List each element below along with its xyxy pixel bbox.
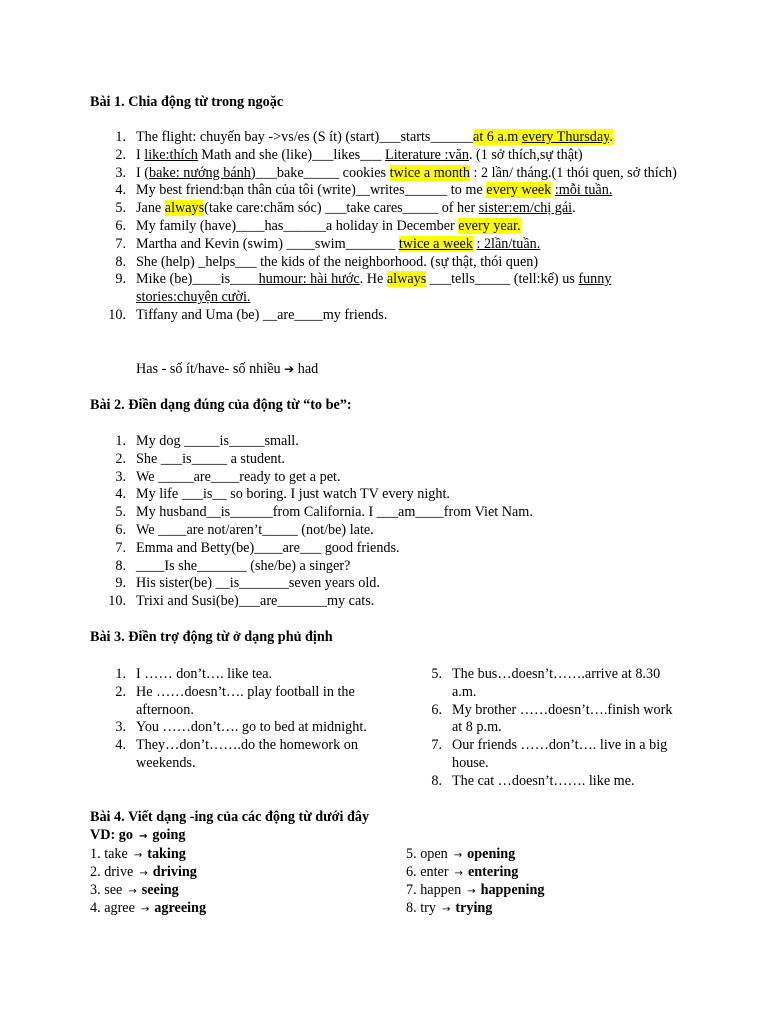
right-arrow-icon: ➔ (284, 362, 295, 376)
item-text: We _____are____ready to get a pet. (136, 468, 341, 485)
item-number: 10. (108, 593, 126, 610)
list-item (104, 719, 368, 737)
highlighted-text: at 6 a.m (473, 129, 522, 145)
item-number: 2. (115, 146, 126, 163)
list-item (104, 558, 684, 576)
right-arrow-icon: → (454, 868, 463, 879)
exercise-3-left-list (104, 666, 368, 773)
verb-ing: taking (147, 846, 186, 862)
highlighted-text: every year. (458, 217, 521, 234)
item-text: My dog _____is_____small. (136, 433, 299, 449)
list-item (420, 773, 684, 791)
right-arrow-icon: → (453, 850, 463, 861)
ing-row (90, 899, 206, 919)
item-text: My life ___is__ so boring. I just watch TV every night. (136, 486, 450, 503)
text-segment: Tiffany and Uma (be) __are____my friends. (136, 306, 388, 323)
highlighted-text: always (164, 200, 205, 217)
example-answer: going (152, 827, 186, 843)
item-number: 4. (115, 182, 126, 199)
item-number: 5. (115, 200, 126, 217)
ing-row (406, 881, 544, 901)
list-item (104, 684, 368, 720)
item-number: 8. (431, 772, 442, 789)
list-item (420, 737, 684, 773)
list-item (104, 307, 684, 325)
highlighted-text: . (609, 129, 613, 145)
item-number: 2. (115, 450, 126, 467)
item-number: 6. (115, 217, 126, 234)
right-arrow-icon: → (138, 831, 148, 842)
verb-ing: driving (152, 864, 197, 880)
text-segment: . He (359, 271, 387, 288)
item-text: She ___is_____ a student. (136, 450, 285, 467)
item-number: 2. (115, 683, 126, 700)
right-arrow-icon: → (139, 868, 148, 879)
text-segment: My best friend:bạn thân của tôi (write)__writes______ to me (136, 182, 487, 199)
right-arrow-icon: → (128, 886, 137, 897)
item-text (136, 165, 677, 181)
item-number: 1. (115, 666, 126, 682)
item-number: 3. (115, 164, 126, 181)
verb-ing: seeing (141, 882, 179, 898)
exercise-1-note (136, 361, 318, 378)
text-segment: : 2 lần/ tháng.(1 thói quen, sở thích) (469, 164, 677, 181)
text-segment: Math and she (like)___likes___ (197, 146, 386, 163)
verb-ing: agreeing (154, 900, 207, 916)
text-segment: Mike (be)____is____ (136, 271, 259, 288)
underlined-text: : 2lần/tuần. (476, 235, 541, 252)
item-number: 7. (115, 539, 126, 556)
exercise-3-title: Bài 3. Điền trợ động từ ở dạng phủ định (90, 629, 333, 645)
item-number: 4. (115, 486, 126, 503)
list-item (104, 218, 684, 236)
item-text (136, 129, 613, 145)
list-item (104, 504, 684, 522)
item-text: You ……don’t…. go to bed at midnight. (136, 719, 367, 736)
item-number: 6. (431, 701, 442, 718)
item-text: My brother ……doesn’t….finish work at 8 p.m. (452, 701, 673, 736)
item-text (136, 182, 612, 198)
underlined-text: humour: hài hước (258, 271, 360, 288)
text-segment: )___bake_____ cookies (250, 164, 390, 181)
right-arrow-icon: → (467, 886, 476, 897)
item-number: 1. (115, 129, 126, 145)
ing-row (90, 845, 186, 865)
underlined-text: Literature :văn (385, 146, 469, 163)
text-segment: She (help) _helps___ the kids of the neighborhood. (sự thật, thói quen) (136, 253, 539, 270)
underlined-text: sister:em/chị gái (478, 200, 573, 217)
text-segment: ___tells_____ (tell:kể) us (426, 271, 579, 288)
text-segment: Jane (136, 200, 165, 217)
verb-base: 2. drive (90, 864, 134, 880)
list-item (104, 271, 684, 307)
item-number: 5. (115, 504, 126, 521)
list-item (104, 254, 684, 272)
verb-base: 6. enter (406, 864, 449, 880)
item-text: His sister(be) __is_______seven years old. (136, 575, 380, 592)
item-number: 8. (115, 557, 126, 574)
verb-base: 3. see (90, 882, 123, 898)
underlined-text: like:thích (144, 146, 198, 163)
exercise-4-title: Bài 4. Viết dạng -ing của các động từ dưới đây (90, 809, 370, 825)
item-text (136, 254, 538, 270)
exercise-3-right-list (420, 666, 684, 791)
list-item (104, 165, 684, 183)
list-item (104, 486, 684, 504)
item-text (136, 271, 611, 305)
item-text: We ____are not/aren’t_____ (not/be) late. (136, 521, 374, 538)
list-item (104, 540, 684, 558)
item-text (136, 307, 387, 323)
text-segment: I ( (136, 164, 149, 181)
exercise-2-title: Bài 2. Điền dạng đúng của động từ “to be”: (90, 397, 352, 413)
verb-ing: entering (467, 864, 519, 880)
ing-row (406, 899, 492, 919)
item-number: 1. (115, 433, 126, 449)
text-segment: My family (have)____has______a holiday in December (136, 217, 459, 234)
item-text: Emma and Betty(be)____are___ good friends. (136, 539, 400, 556)
item-text: Our friends ……don’t…. live in a big house. (452, 737, 668, 771)
list-item (420, 702, 684, 738)
item-text: ____Is she_______ (she/be) a singer? (136, 557, 351, 574)
ing-row (406, 863, 518, 883)
item-text: My husband__is______from California. I ___am____from Viet Nam. (136, 504, 533, 521)
item-number: 9. (115, 271, 126, 288)
item-text: Trixi and Susi(be)___are_______my cats. (136, 593, 375, 610)
list-item (104, 147, 684, 165)
list-item (104, 236, 684, 254)
right-arrow-icon: → (140, 904, 150, 915)
item-number: 3. (115, 468, 126, 485)
highlighted-underlined-text: every Thursday (521, 129, 610, 145)
list-item (104, 451, 684, 469)
item-number: 6. (115, 521, 126, 538)
ing-row (90, 863, 197, 883)
note-suffix: had (294, 361, 319, 377)
list-item (104, 129, 684, 147)
item-number: 3. (115, 719, 126, 736)
item-text: He ……doesn’t…. play football in the afternoon. (136, 683, 355, 718)
list-item (104, 737, 368, 773)
exercise-1-title: Bài 1. Chia động từ trong ngoặc (90, 94, 284, 110)
item-text: The bus…doesn’t…….arrive at 8.30 a.m. (452, 666, 661, 700)
verb-base: 8. try (406, 900, 436, 916)
verb-base: 7. happen (406, 882, 462, 898)
item-text: I …… don’t…. like tea. (136, 666, 273, 682)
item-text (136, 147, 583, 163)
verb-ing: happening (480, 882, 545, 898)
item-number: 9. (115, 575, 126, 592)
list-item (104, 575, 684, 593)
item-text: They…don’t…….do the homework on weekends. (136, 737, 358, 771)
exercise-1-list (104, 129, 684, 325)
list-item (104, 469, 684, 487)
highlighted-text: always (386, 271, 427, 288)
underlined-text: bake: nướng bánh (149, 164, 251, 181)
item-number: 7. (115, 235, 126, 252)
right-arrow-icon: → (441, 904, 451, 915)
right-arrow-icon: → (133, 850, 143, 861)
item-number: 5. (431, 666, 442, 682)
exercise-4-example (90, 827, 185, 844)
verb-ing: opening (467, 846, 516, 862)
verb-base: 1. take (90, 846, 128, 862)
highlighted-underlined-text: twice a week (398, 235, 473, 252)
highlighted-text: every week (486, 182, 552, 199)
verb-base: 4. agree (90, 900, 135, 916)
text-segment: . (572, 200, 576, 217)
list-item (104, 433, 684, 451)
item-number: 4. (115, 737, 126, 754)
list-item (104, 666, 368, 684)
list-item (104, 182, 684, 200)
text-segment: The flight: chuyến bay ->vs/es (S ít) (start)___starts______ (136, 129, 474, 145)
item-number: 7. (431, 737, 442, 754)
text-segment: Martha and Kevin (swim) ____swim_______ (136, 235, 399, 252)
underlined-text: :mỗi tuần. (554, 182, 613, 199)
highlighted-text: twice a month (389, 164, 470, 181)
text-segment: I (136, 146, 145, 163)
item-text (136, 236, 540, 252)
list-item (104, 522, 684, 540)
item-text: The cat …doesn’t……. like me. (452, 772, 635, 789)
note-text: Has - số ít/have- số nhiều (136, 361, 285, 377)
item-text (136, 218, 521, 234)
ing-row (406, 845, 515, 865)
item-text (136, 200, 576, 216)
text-segment: (take care:chăm sóc) ___take cares_____ of her (204, 200, 479, 217)
verb-base: 5. open (406, 846, 448, 862)
list-item (104, 200, 684, 218)
list-item (104, 593, 684, 611)
list-item (420, 666, 684, 702)
exercise-2-list (104, 433, 684, 611)
ing-row (90, 881, 179, 901)
item-number: 10. (108, 306, 126, 323)
item-number: 8. (115, 253, 126, 270)
example-prefix: VD: go (90, 827, 133, 843)
text-segment: . (1 sở thích,sự thật) (468, 146, 583, 163)
underlined-text: funny stories:chuyện cười. (136, 271, 612, 306)
verb-ing: trying (455, 900, 493, 916)
